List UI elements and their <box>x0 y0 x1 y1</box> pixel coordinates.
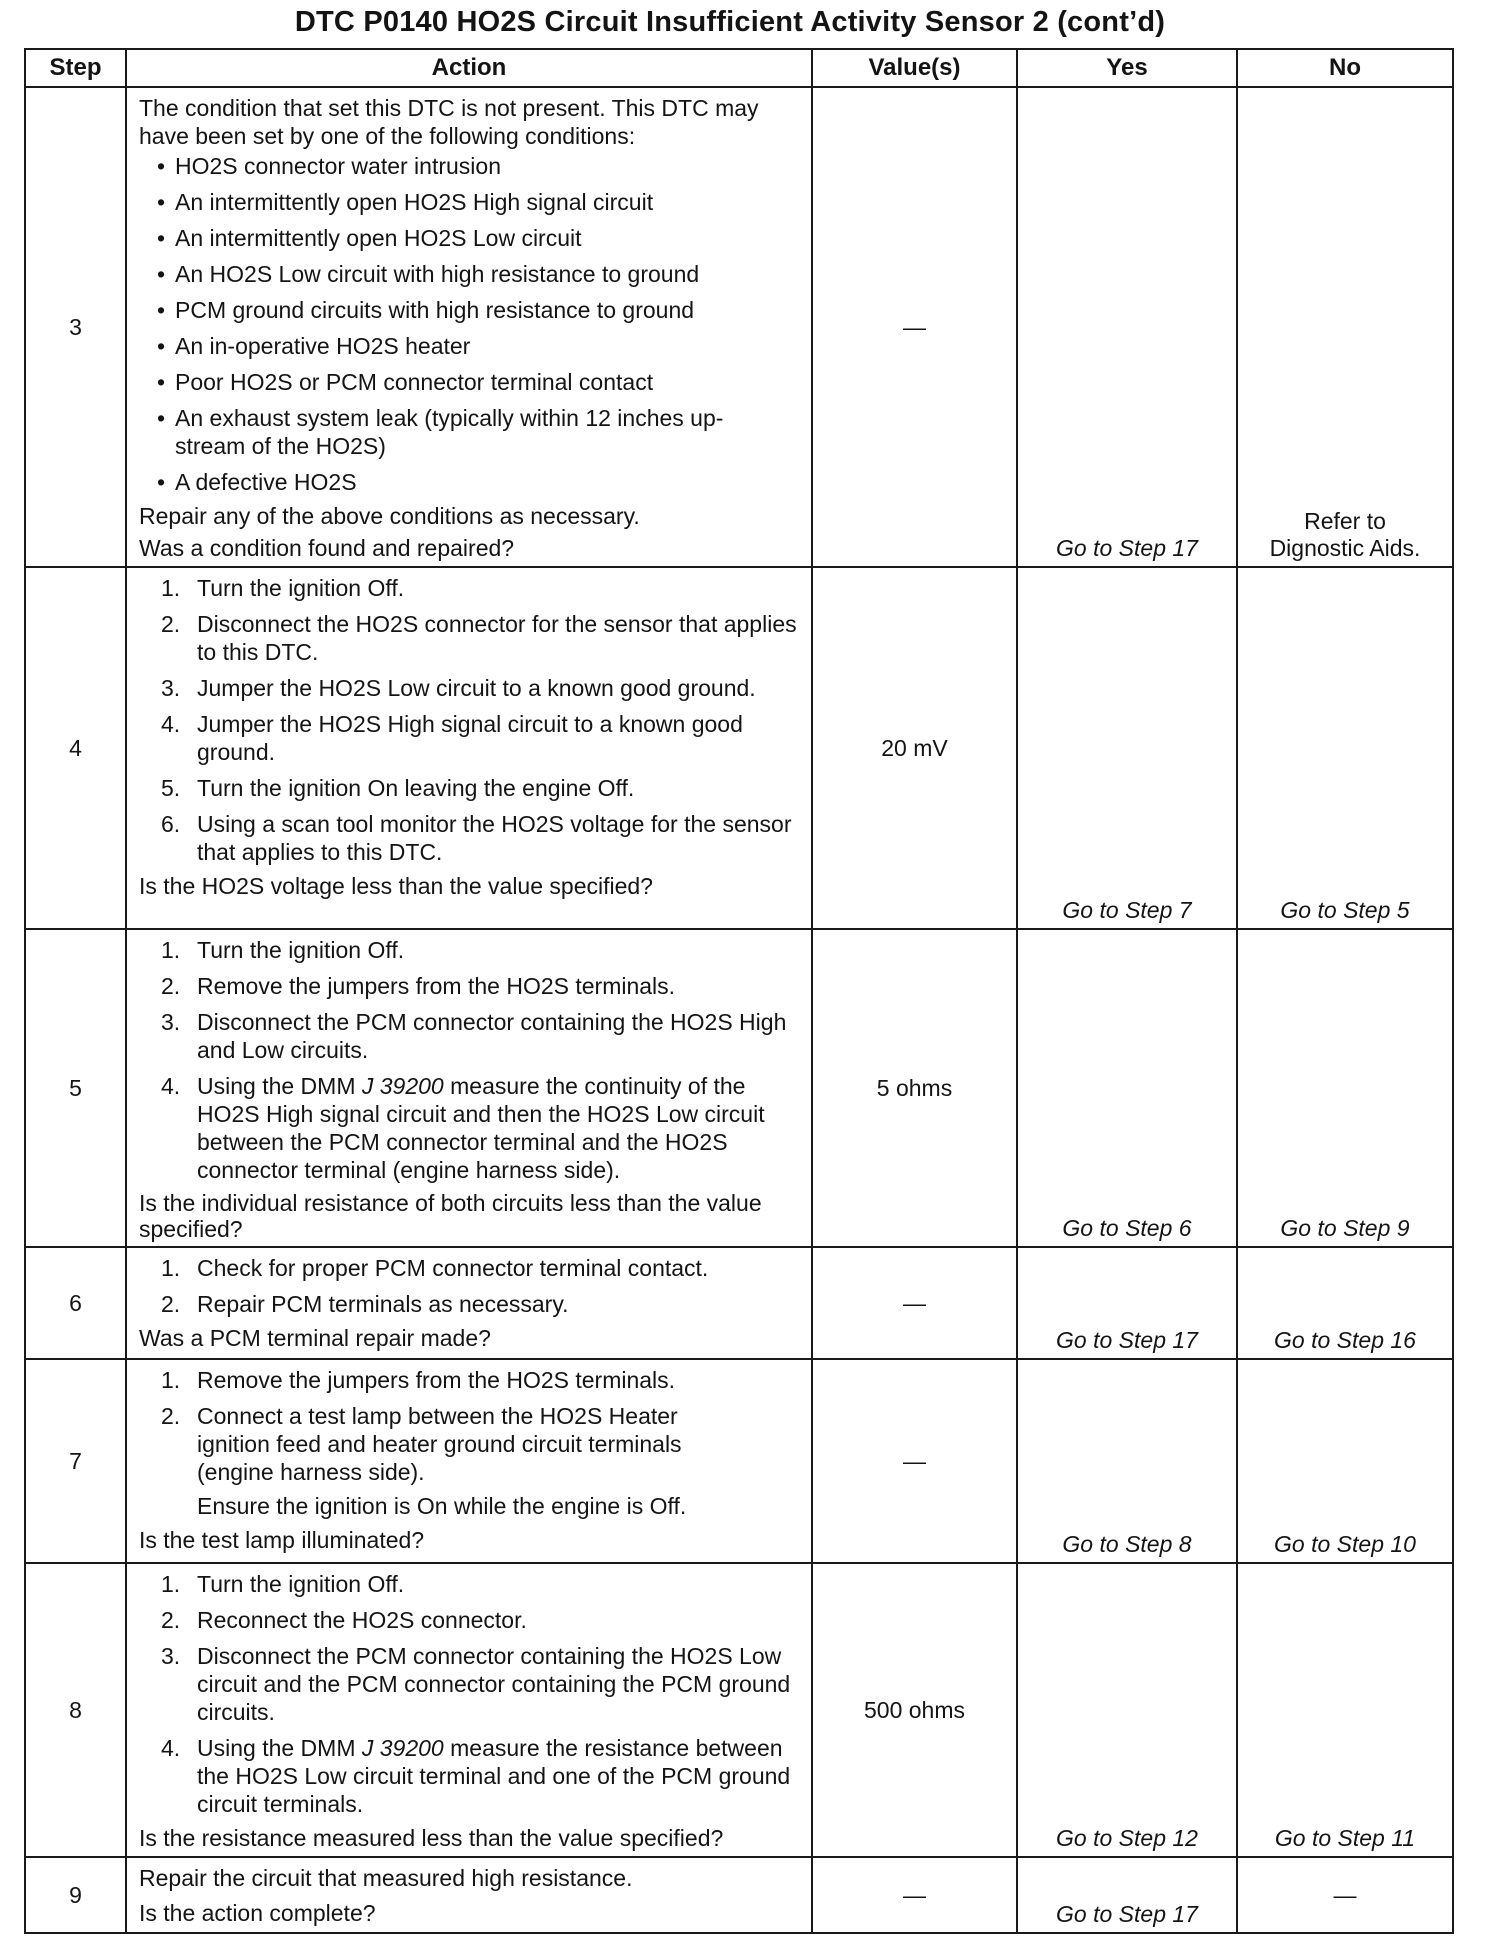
tool-reference: J 39200 <box>361 1735 444 1761</box>
bullet-item: • PCM ground circuits with high resistance to ground <box>139 296 803 324</box>
value-cell: 5 ohms <box>812 929 1017 1247</box>
header-no: No <box>1237 49 1453 87</box>
yes-cell <box>1017 1563 1237 1857</box>
step-number: 8 <box>25 1563 126 1857</box>
yes-cell <box>1017 929 1237 1247</box>
numbered-item: 4. Using the DMM J 39200 measure the continuity of the HO2S High signal circuit and then the HO2S Low circuit between the PCM connector terminal and the HO2S connector terminal (engine harness side). <box>161 1073 765 1183</box>
no-goto: Go to Step 9 <box>1280 1215 1410 1241</box>
table-row <box>25 87 1453 567</box>
action-question: Is the individual resistance of both circuits less than the value specified? <box>139 1190 762 1242</box>
bullet-item: • An intermittently open HO2S Low circuit <box>139 224 803 252</box>
yes-goto: Go to Step 17 <box>1056 1327 1198 1353</box>
yes-goto: Go to Step 8 <box>1062 1531 1192 1557</box>
step-number: 7 <box>25 1359 126 1563</box>
action-cell <box>126 1563 812 1857</box>
header-values: Value(s) <box>812 49 1017 87</box>
no-cell <box>1237 929 1453 1247</box>
no-goto: Go to Step 5 <box>1280 897 1410 923</box>
numbered-item: 3. Jumper the HO2S Low circuit to a known good ground. <box>161 675 756 701</box>
bullet-item: • A defective HO2S <box>139 468 803 496</box>
action-cell <box>126 567 812 929</box>
numbered-item: 1. Remove the jumpers from the HO2S terminals. <box>161 1367 676 1393</box>
action-intro: The condition that set this DTC is not present. This DTC may have been set by one of the following conditions: <box>139 95 759 149</box>
value-cell: 500 ohms <box>812 1563 1017 1857</box>
numbered-item: 2. Connect a test lamp between the HO2S Heater ignition feed and heater ground circuit terminals (engine harness side). <box>161 1403 682 1485</box>
step-number: 3 <box>25 87 126 567</box>
value-cell: — <box>812 1247 1017 1359</box>
action-question: Is the action complete? <box>139 1900 376 1926</box>
no-goto: Go to Step 16 <box>1274 1327 1416 1353</box>
yes-cell <box>1017 567 1237 929</box>
numbered-item: 1. Turn the ignition Off. <box>161 575 405 601</box>
value-cell: 20 mV <box>812 567 1017 929</box>
action-question: Was a PCM terminal repair made? <box>139 1325 491 1351</box>
header-step: Step <box>25 49 126 87</box>
yes-cell <box>1017 87 1237 567</box>
no-cell <box>1237 1247 1453 1359</box>
table-row <box>25 567 1453 929</box>
action-note: Ensure the ignition is On while the engine is Off. <box>197 1493 687 1519</box>
numbered-item: 1. Turn the ignition Off. <box>161 937 405 963</box>
bullet-item: • An HO2S Low circuit with high resistance to ground <box>139 260 803 288</box>
no-goto: Go to Step 10 <box>1274 1531 1416 1557</box>
no-cell <box>1237 1563 1453 1857</box>
action-question: Is the HO2S voltage less than the value specified? <box>139 873 653 899</box>
no-goto: Refer to Dignostic Aids. <box>1269 508 1421 561</box>
tool-reference: J 39200 <box>361 1073 444 1099</box>
step-number: 4 <box>25 567 126 929</box>
yes-goto: Go to Step 17 <box>1056 535 1198 561</box>
yes-goto: Go to Step 7 <box>1062 897 1192 923</box>
yes-cell <box>1017 1857 1237 1933</box>
bullet-item: • An exhaust system leak (typically within 12 inches up-stream of the HO2S) <box>139 404 735 460</box>
action-note: Repair any of the above conditions as necessary. <box>139 503 640 529</box>
action-cell <box>126 1359 812 1563</box>
numbered-item: 4. Jumper the HO2S High signal circuit to a known good ground. <box>161 711 743 765</box>
action-cell <box>126 1247 812 1359</box>
numbered-item: 2. Reconnect the HO2S connector. <box>161 1607 527 1633</box>
bullet-item: • An intermittently open HO2S High signal circuit <box>139 188 803 216</box>
value-cell: — <box>812 87 1017 567</box>
no-cell <box>1237 87 1453 567</box>
bullet-item: • HO2S connector water intrusion <box>139 152 803 180</box>
header-action: Action <box>126 49 812 87</box>
numbered-item: 1. Check for proper PCM connector terminal contact. <box>161 1255 709 1281</box>
value-cell: — <box>812 1359 1017 1563</box>
value-cell: — <box>812 1857 1017 1933</box>
numbered-item: 1. Turn the ignition Off. <box>161 1571 405 1597</box>
action-cell <box>126 929 812 1247</box>
table-row <box>25 1359 1453 1563</box>
diagnostic-table <box>24 48 1454 1934</box>
table-row <box>25 929 1453 1247</box>
numbered-item: 2. Remove the jumpers from the HO2S terminals. <box>161 973 676 999</box>
action-question: Was a condition found and repaired? <box>139 535 515 561</box>
numbered-item: 2. Disconnect the HO2S connector for the sensor that applies to this DTC. <box>161 611 797 665</box>
yes-cell <box>1017 1247 1237 1359</box>
numbered-item: 6. Using a scan tool monitor the HO2S voltage for the sensor that applies to this DTC. <box>161 811 792 865</box>
table-row <box>25 1857 1453 1933</box>
step-number: 9 <box>25 1857 126 1933</box>
numbered-item: 3. Disconnect the PCM connector containing the HO2S Low circuit and the PCM connector containing the PCM ground circuits. <box>161 1643 791 1725</box>
numbered-item: 2. Repair PCM terminals as necessary. <box>161 1291 569 1317</box>
action-cell <box>126 87 812 567</box>
no-goto: Go to Step 11 <box>1274 1825 1416 1851</box>
header-yes: Yes <box>1017 49 1237 87</box>
step-number: 5 <box>25 929 126 1247</box>
table-row <box>25 1563 1453 1857</box>
action-question: Is the test lamp illuminated? <box>139 1527 425 1553</box>
table-header-row <box>25 49 1453 87</box>
bullet-item: • Poor HO2S or PCM connector terminal contact <box>139 368 803 396</box>
step-number: 6 <box>25 1247 126 1359</box>
yes-goto: Go to Step 12 <box>1056 1825 1198 1851</box>
table-row <box>25 1247 1453 1359</box>
numbered-item: 5. Turn the ignition On leaving the engine Off. <box>161 775 635 801</box>
no-cell <box>1237 1359 1453 1563</box>
yes-goto: Go to Step 17 <box>1056 1901 1198 1927</box>
yes-goto: Go to Step 6 <box>1062 1215 1192 1241</box>
action-question: Is the resistance measured less than the value specified? <box>139 1825 724 1851</box>
page-title: DTC P0140 HO2S Circuit Insufficient Activity Sensor 2 (cont’d) <box>294 6 1166 38</box>
yes-cell <box>1017 1359 1237 1563</box>
action-cell <box>126 1857 812 1933</box>
no-cell: — <box>1237 1857 1453 1933</box>
action-line: Repair the circuit that measured high resistance. <box>139 1865 633 1891</box>
no-cell <box>1237 567 1453 929</box>
numbered-item: 3. Disconnect the PCM connector containing the HO2S High and Low circuits. <box>161 1009 787 1063</box>
numbered-item: 4. Using the DMM J 39200 measure the resistance between the HO2S Low circuit terminal and one of the PCM ground circuit terminals. <box>161 1735 791 1817</box>
bullet-item: • An in-operative HO2S heater <box>139 332 803 360</box>
